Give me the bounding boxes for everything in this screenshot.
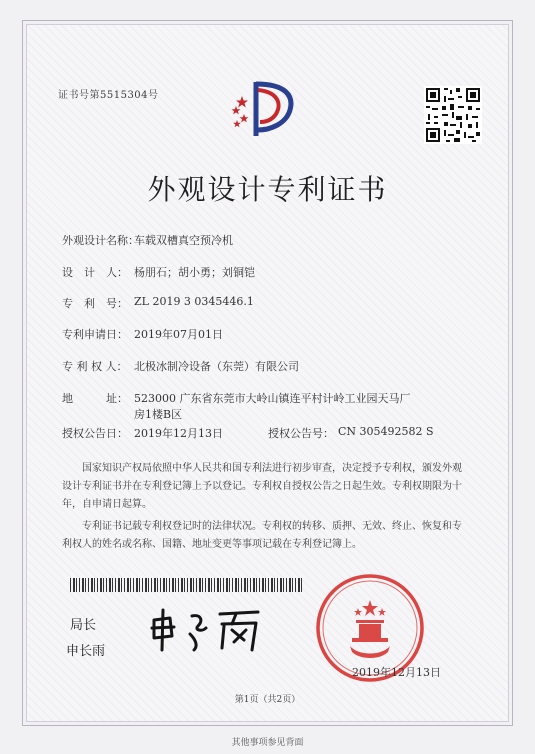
grant-number-label: 授权公告号： [268, 427, 334, 440]
address-label: 地 址： [62, 392, 128, 405]
patent-number-value: ZL 2019 3 0345446.1 [134, 295, 254, 308]
grant-date-value: 2019年12月13日 [134, 427, 223, 440]
barcode-strip [70, 578, 304, 592]
design-name-value: 车载双槽真空预冷机 [134, 234, 233, 247]
grant-number-value: CN 305492582 S [338, 425, 434, 438]
statement-para2-line2: 利权人的姓名或名称、国籍、地址变更等事项记载在专利登记簿上。 [62, 539, 362, 550]
page-number: 第1页（共2页） [234, 695, 301, 705]
patentee-value: 北极冰制冷设备（东莞）有限公司 [134, 360, 299, 373]
cnipa-logo-icon [228, 76, 300, 142]
statement-para1-line3: 年，自申请日起算。 [62, 499, 152, 510]
director-name: 申长雨 [66, 644, 106, 659]
director-title: 局长 [70, 618, 97, 633]
certificate-number: 证书号第5515304号 [58, 90, 159, 101]
address-line-2: 房1楼B区 [134, 408, 183, 421]
statement-para2-line1: 专利证书记载专利权登记时的法律状况。专利权的转移、质押、无效、终止、恢复和专 [82, 521, 462, 532]
designer-value: 杨朋石；胡小勇；刘铜铠 [134, 266, 255, 279]
patentee-label: 专 利 权 人： [62, 360, 128, 373]
statement-para1-line2: 设计专利证书并在专利登记簿上予以登记。专利权自授权公告之日起生效。专利权期限为十 [62, 481, 462, 492]
seal-date: 2019年12月13日 [352, 666, 441, 679]
patent-number-label: 专 利 号： [62, 297, 128, 310]
address-line-1: 523000 广东省东莞市大岭山镇连平村计岭工业园天马厂 [134, 392, 411, 405]
design-name-label: 外观设计名称： [62, 234, 139, 247]
designer-label: 设 计 人： [62, 266, 128, 279]
grant-date-label: 授权公告日： [62, 427, 128, 440]
qr-code-icon [424, 86, 482, 144]
filing-date-label: 专利申请日： [62, 328, 128, 341]
filing-date-value: 2019年07月01日 [134, 328, 223, 341]
certificate-title: 外观设计专利证书 [147, 173, 388, 206]
statement-para1-line1: 国家知识产权局依照中华人民共和国专利法进行初步审查，决定授予专利权，颁发外观 [82, 463, 462, 474]
footer-note: 其他事项参见背面 [231, 738, 304, 748]
handwritten-signature [148, 606, 268, 654]
